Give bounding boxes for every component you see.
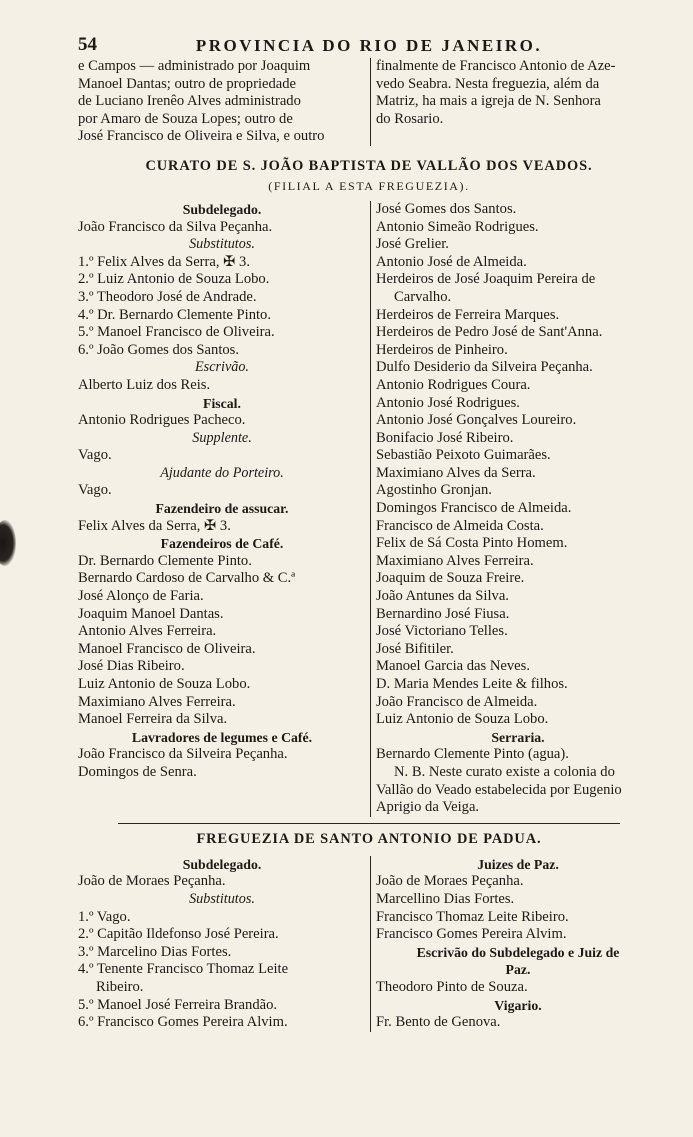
escrivao-name: Theodoro Pinto de Souza. [376,978,528,995]
serraria-heading: Serraria. [491,729,545,745]
lavrador-item: João Francisco da Silveira Peçanha. [78,746,288,763]
fazendeiro-item: Bernardino José Fiusa. [376,605,510,622]
fazendeiro-item: José Gomes dos Santos. [376,200,517,217]
curato-left [78,201,370,817]
lavrador-item: Domingos de Senra. [78,763,197,780]
substituto-item: 2.º Capitão Ildefonso José Pereira. [78,926,279,943]
intro-block [78,58,660,146]
intro-line: vedo Seabra. Nesta freguezia, além da [376,75,600,92]
freguezia-right [370,856,660,1032]
substitutos-heading: Substitutos. [189,890,255,907]
subdelegado-heading: Subdelegado. [182,856,262,872]
fazendeiro-item: Maximiano Alves Ferreira. [78,693,236,710]
page [78,30,660,1032]
fazendeiro-item: José Victoriano Telles. [376,623,508,640]
vigario-name: Fr. Bento de Genova. [376,1014,501,1031]
fazendeiro-item: Felix de Sá Costa Pinto Homem. [376,535,568,552]
escrivao-heading: Escrivão do Subdelegado e Juiz de [416,944,620,960]
curato-subtitle: (FILIAL A ESTA FREGUEZIA). [268,178,470,193]
fazendeiro-item: Antonio José Gonçalves Loureiro. [376,412,577,429]
juiz-item: Francisco Gomes Pereira Alvim. [376,926,567,943]
fazendeiro-item: João Antunes da Silva. [376,588,509,605]
fiscal-name: Antonio Rodrigues Pacheco. [78,412,246,429]
fazendeiro-item: Antonio José de Almeida. [376,253,527,270]
fazendeiro-item: Manoel Garcia das Neves. [376,658,530,675]
juiz-item: Francisco Thomaz Leite Ribeiro. [376,908,569,925]
substituto-item: 1.º Vago. [78,908,131,925]
escrivao-heading-cont: Paz. [505,962,531,978]
substituto-item: 4.º Dr. Bernardo Clemente Pinto. [78,306,271,323]
fazendeiro-item: D. Maria Mendes Leite & filhos. [376,676,568,692]
freguezia-title: FREGUEZIA DE SANTO ANTONIO DE PADUA. [196,830,542,847]
substituto-item: 4.º Tenente Francisco Thomaz Leite [78,961,289,978]
substituto-item: 3.º Marcelino Dias Fortes. [78,943,232,960]
intro-line: Manoel Dantas; outro de propriedade [78,75,297,92]
fazendeiro-item: Joaquim Manoel Dantas. [78,605,224,622]
supplente-name: Vago. [78,447,112,464]
intro-left [78,58,370,146]
freguezia-block [78,856,660,1032]
fazendeiro-item: Domingos Francisco de Almeida. [376,500,572,517]
fazendeiros-cafe-heading: Fazendeiros de Café. [160,536,284,552]
substituto-item: 5.º Manoel Francisco de Oliveira. [78,324,275,341]
freguezia-left [78,856,370,1032]
subdelegado-name: João de Moraes Peçanha. [78,873,226,890]
fazendeiro-item: Dr. Bernardo Clemente Pinto. [78,552,252,569]
substituto-item: 5.º Manoel José Ferreira Brandão. [78,996,278,1013]
fazendeiro-item: Sebastião Peixoto Guimarães. [376,447,551,464]
binding-smudge [0,520,16,566]
substituto-item: 6.º João Gomes dos Santos. [78,341,240,358]
fazendeiro-item: Carvalho. [394,288,452,305]
juiz-item: João de Moraes Peçanha. [376,873,524,890]
fazendeiro-item: José Bifitiler. [376,640,454,657]
escrivao-heading: Escrivão. [195,359,249,376]
fazendeiro-item: Luiz Antonio de Souza Lobo. [376,711,549,728]
intro-right [370,58,660,146]
page-number: 54 [78,34,97,55]
fazendeiro-item: Antonio Alves Ferreira. [78,623,217,640]
substituto-item: 1.º Felix Alves da Serra, ✠ 3. [78,253,250,270]
substitutos-heading: Substitutos. [189,236,255,253]
fazendeiro-item: José Alonço de Faria. [78,588,204,605]
curato-block [78,201,660,817]
note-line: N. B. Neste curato existe a colonia do [394,763,615,780]
fazendeiro-item: Maximiano Alves Ferreira. [376,552,534,569]
fazendeiro-item: Manoel Francisco de Oliveira. [78,640,256,657]
fazendeiro-item: Herdeiros de Pedro José de Sant'Anna. [376,324,603,341]
supplente-heading: Supplente. [192,429,252,446]
intro-line: do Rosario. [376,110,444,127]
escrivao-name: Alberto Luiz dos Reis. [78,376,211,393]
fazendeiro-item: Herdeiros de Pinheiro. [376,341,508,358]
serraria-name: Bernardo Clemente Pinto (agua). [376,746,569,763]
fazendeiro-item: Dulfo Desiderio da Silveira Peçanha. [376,359,593,376]
fazendeiro-item: Bernardo Cardoso de Carvalho & C.ª [78,570,296,587]
intro-line: finalmente de Francisco Antonio de Aze- [376,58,616,74]
lavradores-heading: Lavradores de legumes e Café. [131,729,313,745]
fazendeiro-item: Herdeiros de Ferreira Marques. [376,306,560,323]
substituto-item: 6.º Francisco Gomes Pereira Alvim. [78,1014,288,1031]
note-line: Aprigio da Veiga. [376,799,480,816]
ajudante-name: Vago. [78,482,112,499]
section-divider [118,823,620,824]
page-header [78,30,660,58]
subdelegado-name: João Francisco da Silva Peçanha. [78,218,273,235]
fazendeiro-item: Agostinho Gronjan. [376,482,492,499]
intro-line: de Luciano Irenêo Alves administrado [78,93,301,110]
substituto-item: 2.º Luiz Antonio de Souza Lobo. [78,271,270,288]
substituto-item: 3.º Theodoro José de Andrade. [78,288,257,305]
fazendeiro-item: Manoel Ferreira da Silva. [78,711,228,728]
fazendeiro-item: Antonio Simeão Rodrigues. [376,218,539,235]
fiscal-heading: Fiscal. [203,395,241,411]
fazendeiro-item: Antonio José Rodrigues. [376,394,520,411]
intro-line: e Campos — administrado por Joaquim [78,58,311,74]
fazendeiro-item: Maximiano Alves da Serra. [376,464,536,481]
fazendeiro-item: Antonio Rodrigues Coura. [376,376,531,393]
fazendeiro-assucar-heading: Fazendeiro de assucar. [155,501,289,517]
intro-line: por Amaro de Souza Lopes; outro de [78,110,293,127]
fazendeiro-assucar-name: Felix Alves da Serra, ✠ 3. [78,517,231,534]
curato-right [370,201,660,817]
juizes-heading: Juizes de Paz. [477,856,559,872]
fazendeiro-item: José Grelier. [376,236,449,253]
fazendeiro-item: Joaquim de Souza Freire. [376,570,525,587]
ajudante-heading: Ajudante do Porteiro. [160,464,284,481]
fazendeiro-item: Bonifacio José Ribeiro. [376,429,514,446]
running-title: PROVINCIA DO RIO DE JANEIRO. [195,36,543,55]
subdelegado-heading: Subdelegado. [182,201,262,217]
fazendeiro-item: João Francisco de Almeida. [376,693,538,710]
fazendeiro-item: José Dias Ribeiro. [78,658,185,675]
note-line: Vallão do Veado estabelecida por Eugenio [376,781,622,798]
fazendeiro-item: Francisco de Almeida Costa. [376,517,544,534]
substituto-item: Ribeiro. [96,978,144,995]
fazendeiro-item: Herdeiros de José Joaquim Pereira de [376,271,596,288]
vigario-heading: Vigario. [494,997,542,1013]
juiz-item: Marcellino Dias Fortes. [376,890,515,907]
intro-line: Matriz, ha mais a igreja de N. Senhora [376,93,601,110]
fazendeiro-item: Luiz Antonio de Souza Lobo. [78,676,251,692]
curato-title: CURATO DE S. JOÃO BAPTISTA DE VALLÃO DOS VEADOS. [145,157,593,174]
intro-line: José Francisco de Oliveira e Silva, e outro [78,128,325,145]
